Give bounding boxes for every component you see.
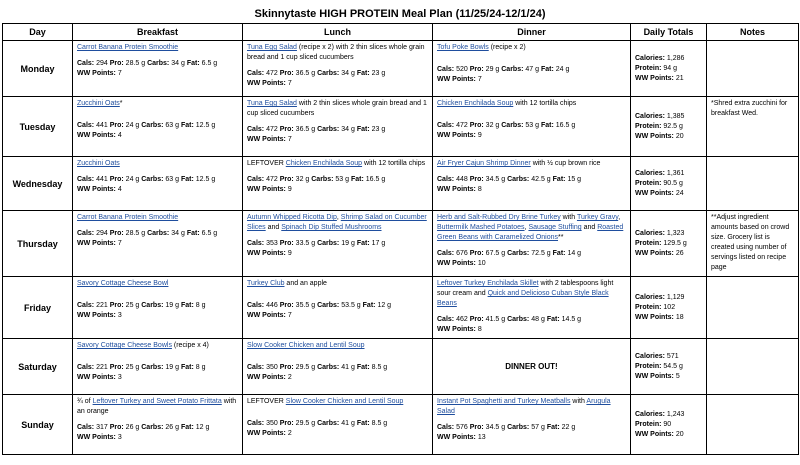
ww-points-line: WW Points: 10 <box>437 260 486 267</box>
macros-line: Cals: 472 Pro: 32 g Carbs: 53 g Fat: 16.5 g <box>247 176 386 183</box>
macros-line: Cals: 221 Pro: 25 g Carbs: 19 g Fat: 8 g <box>77 364 206 371</box>
header-notes: Notes <box>707 24 799 41</box>
notes-cell <box>707 395 799 455</box>
ww-points-line: WW Points: 7 <box>247 80 292 87</box>
macros-line: Cals: 446 Pro: 35.5 g Carbs: 53.5 g Fat: 12 g <box>247 302 392 309</box>
notes-cell: *Shred extra zucchini for breakfast Wed. <box>707 97 799 157</box>
macros-line: Cals: 221 Pro: 25 g Carbs: 19 g Fat: 8 g <box>77 302 206 309</box>
dinner-out-cell: DINNER OUT! <box>433 339 631 395</box>
macros-line: Cals: 353 Pro: 33.5 g Carbs: 19 g Fat: 17 g <box>247 240 386 247</box>
recipe-link[interactable]: Turkey Gravy <box>576 214 619 221</box>
header-dinner: Dinner <box>433 24 631 41</box>
notes-cell <box>707 41 799 97</box>
lunch-cell: Autumn Whipped Ricotta Dip, Shrimp Salad on Cucumber Slices and Spinach Dip Stuffed Mushrooms Cals: 353 Pro: 33.5 g Carbs: 19 g Fat: 17 g WW Points: 9 <box>243 211 433 277</box>
recipe-link[interactable]: Herb and Salt-Rubbed Dry Brine Turkey <box>437 214 561 221</box>
daily-totals-cell: Calories: 1,129 Protein: 102 WW Points: 18 <box>631 277 707 339</box>
meal-plan-table <box>2 23 799 455</box>
recipe-link[interactable]: Air Fryer Cajun Shrimp Dinner <box>437 160 531 167</box>
lunch-cell: LEFTOVER Chicken Enchilada Soup with 12 tortilla chips Cals: 472 Pro: 32 g Carbs: 53 g Fat: 16.5 g WW Points: 9 <box>243 157 433 211</box>
table-row <box>3 97 799 157</box>
recipe-link[interactable]: Savory Cottage Cheese Bowl <box>77 280 169 287</box>
lunch-cell: Turkey Club and an apple Cals: 446 Pro: 35.5 g Carbs: 53.5 g Fat: 12 g WW Points: 7 <box>243 277 433 339</box>
daily-totals-cell: Calories: 1,243 Protein: 90 WW Points: 20 <box>631 395 707 455</box>
ww-points-line: WW Points: 4 <box>77 186 122 193</box>
recipe-link[interactable]: Tofu Poke Bowls <box>437 44 489 51</box>
header-breakfast: Breakfast <box>73 24 243 41</box>
table-row <box>3 41 799 97</box>
recipe-link[interactable]: Tuna Egg Salad <box>247 100 297 107</box>
day-label: Tuesday <box>3 97 73 157</box>
macros-line: Cals: 472 Pro: 32 g Carbs: 53 g Fat: 16.5 g <box>437 122 576 129</box>
recipe-link[interactable]: Turkey Club <box>247 280 285 287</box>
dinner-cell: Leftover Turkey Enchilada Skillet with 2 tablespoons light sour cream and Quick and Delicioso Cuban Style Black Beans Cals: 462 Pro: 41.5 g Carbs: 48 g Fat: 14.5 g WW Points: 8 <box>433 277 631 339</box>
ww-points-line: WW Points: 3 <box>77 312 122 319</box>
page-title: Skinnytaste HIGH PROTEIN Meal Plan (11/25/24-12/1/24) <box>254 8 546 20</box>
dinner-cell: Tofu Poke Bowls (recipe x 2) Cals: 520 Pro: 29 g Carbs: 47 g Fat: 24 g WW Points: 7 <box>433 41 631 97</box>
macros-line: Cals: 576 Pro: 34.5 g Carbs: 57 g Fat: 22 g <box>437 424 576 431</box>
macros-line: Cals: 294 Pro: 28.5 g Carbs: 34 g Fat: 6.5 g <box>77 60 218 67</box>
ww-points-line: WW Points: 4 <box>77 132 122 139</box>
recipe-link[interactable]: Roasted Green Beans with Caramelized Onions <box>437 224 624 241</box>
table-row <box>3 157 799 211</box>
recipe-link[interactable]: Quick and Delicioso Cuban Style Black Beans <box>437 290 609 307</box>
macros-line: Cals: 472 Pro: 36.5 g Carbs: 34 g Fat: 23 g <box>247 70 386 77</box>
recipe-link[interactable]: Chicken Enchilada Soup <box>437 100 514 107</box>
ww-points-line: WW Points: 9 <box>247 186 292 193</box>
lunch-cell: Tuna Egg Salad with 2 thin slices whole grain bread and 1 cup sliced cucumbers Cals: 472 Pro: 36.5 g Carbs: 34 g Fat: 23 g WW Points: 7 <box>243 97 433 157</box>
breakfast-cell <box>73 211 243 277</box>
recipe-link[interactable]: Carrot Banana Protein Smoothie <box>77 44 179 51</box>
header-day: Day <box>3 24 73 41</box>
breakfast-cell: Savory Cottage Cheese Bowls (recipe x 4) Cals: 221 Pro: 25 g Carbs: 19 g Fat: 8 g WW Points: 3 <box>73 339 243 395</box>
lunch-cell: LEFTOVER Slow Cooker Chicken and Lentil Soup Cals: 350 Pro: 29.5 g Carbs: 41 g Fat: 8.5 g WW Points: 2 <box>243 395 433 455</box>
table-row <box>3 395 799 455</box>
day-label: Sunday <box>3 395 73 455</box>
recipe-link[interactable]: Spinach Dip Stuffed Mushrooms <box>281 224 382 231</box>
day-label: Saturday <box>3 339 73 395</box>
daily-totals-cell: Calories: 1,385 Protein: 92.5 g WW Points: 20 <box>631 97 707 157</box>
recipe-link[interactable]: Chicken Enchilada Soup <box>285 160 363 167</box>
recipe-link[interactable]: Arugula Salad <box>437 398 611 415</box>
ww-points-line: WW Points: 7 <box>247 136 292 143</box>
breakfast-cell <box>73 157 243 211</box>
breakfast-cell <box>73 41 243 97</box>
macros-line: Cals: 462 Pro: 41.5 g Carbs: 48 g Fat: 14.5 g <box>437 316 582 323</box>
recipe-link[interactable]: Slow Cooker Chicken and Lentil Soup <box>285 398 404 405</box>
ww-points-line: WW Points: 2 <box>247 430 292 437</box>
ww-points-line: WW Points: 2 <box>247 374 292 381</box>
ww-points-line: WW Points: 9 <box>437 132 482 139</box>
macros-line: Cals: 676 Pro: 67.5 g Carbs: 72.5 g Fat: 14 g <box>437 250 582 257</box>
table-row <box>3 211 799 277</box>
recipe-link[interactable]: Slow Cooker Chicken and Lentil Soup <box>247 342 365 349</box>
recipe-link[interactable]: Shrimp Salad on Cucumber Slices <box>247 214 427 231</box>
macros-line: Cals: 350 Pro: 29.5 g Carbs: 41 g Fat: 8.5 g <box>247 364 388 371</box>
macros-line: Cals: 317 Pro: 26 g Carbs: 26 g Fat: 12 g <box>77 424 210 431</box>
recipe-link[interactable]: Sausage Stuffing <box>528 224 582 231</box>
recipe-link[interactable]: Buttermilk Mashed Potatoes <box>437 224 525 231</box>
dinner-cell: Air Fryer Cajun Shrimp Dinner with ½ cup brown rice Cals: 448 Pro: 34.5 g Carbs: 42.5 g Fat: 15 g WW Points: 8 <box>433 157 631 211</box>
ww-points-line: WW Points: 8 <box>437 186 482 193</box>
ww-points-line: WW Points: 8 <box>437 326 482 333</box>
breakfast-cell: Zucchini Oats* Cals: 441 Pro: 24 g Carbs: 63 g Fat: 12.5 g WW Points: 4 <box>73 97 243 157</box>
recipe-link[interactable]: Leftover Turkey and Sweet Potato Frittata <box>92 398 222 405</box>
table-row <box>3 277 799 339</box>
dinner-cell: Instant Pot Spaghetti and Turkey Meatballs with Arugula Salad Cals: 576 Pro: 34.5 g Carbs: 57 g Fat: 22 g WW Points: 13 <box>433 395 631 455</box>
macros-line: Cals: 520 Pro: 29 g Carbs: 47 g Fat: 24 g <box>437 66 570 73</box>
recipe-link[interactable]: Leftover Turkey Enchilada Skillet <box>437 280 539 287</box>
daily-totals-cell: Calories: 1,361 Protein: 90.5 g WW Points: 24 <box>631 157 707 211</box>
notes-cell <box>707 277 799 339</box>
recipe-link[interactable]: Autumn Whipped Ricotta Dip <box>247 214 337 221</box>
ww-points-line: WW Points: 7 <box>77 240 122 247</box>
notes-cell: **Adjust ingredient amounts based on crowd size. Grocery list is created using number of servings listed on recipe page <box>707 211 799 277</box>
recipe-link[interactable]: Carrot Banana Protein Smoothie <box>77 214 179 221</box>
day-label: Monday <box>3 41 73 97</box>
daily-totals-cell: Calories: 1,323 Protein: 129.5 g WW Points: 26 <box>631 211 707 277</box>
lunch-cell: Tuna Egg Salad (recipe x 2) with 2 thin slices whole grain bread and 1 cup sliced cucumbers Cals: 472 Pro: 36.5 g Carbs: 34 g Fat: 23 g WW Points: 7 <box>243 41 433 97</box>
ww-points-line: WW Points: 13 <box>437 434 486 441</box>
recipe-link[interactable]: Tuna Egg Salad <box>247 44 297 51</box>
dinner-cell: Chicken Enchilada Soup with 12 tortilla chips Cals: 472 Pro: 32 g Carbs: 53 g Fat: 16.5 g WW Points: 9 <box>433 97 631 157</box>
macros-line: Cals: 441 Pro: 24 g Carbs: 63 g Fat: 12.5 g <box>77 122 216 129</box>
ww-points-line: WW Points: 3 <box>77 434 122 441</box>
header-daily-totals: Daily Totals <box>631 24 707 41</box>
daily-totals-cell: Calories: 1,286 Protein: 94 g WW Points: 21 <box>631 41 707 97</box>
daily-totals-cell: Calories: 571 Protein: 54.5 g WW Points: 5 <box>631 339 707 395</box>
recipe-link[interactable]: Zucchini Oats <box>77 160 120 167</box>
notes-cell <box>707 339 799 395</box>
breakfast-cell: ¾ of Leftover Turkey and Sweet Potato Frittata with an orange Cals: 317 Pro: 26 g Carbs: 26 g Fat: 12 g WW Points: 3 <box>73 395 243 455</box>
breakfast-cell <box>73 277 243 339</box>
ww-points-line: WW Points: 7 <box>247 312 292 319</box>
header-lunch: Lunch <box>243 24 433 41</box>
macros-line: Cals: 350 Pro: 29.5 g Carbs: 41 g Fat: 8.5 g <box>247 420 388 427</box>
macros-line: Cals: 294 Pro: 28.5 g Carbs: 34 g Fat: 6.5 g <box>77 230 218 237</box>
notes-cell <box>707 157 799 211</box>
ww-points-line: WW Points: 9 <box>247 250 292 257</box>
ww-points-line: WW Points: 7 <box>77 70 122 77</box>
ww-points-line: WW Points: 3 <box>77 374 122 381</box>
ww-points-line: WW Points: 7 <box>437 76 482 83</box>
recipe-link[interactable]: Instant Pot Spaghetti and Turkey Meatballs <box>437 398 571 405</box>
macros-line: Cals: 448 Pro: 34.5 g Carbs: 42.5 g Fat: 15 g <box>437 176 582 183</box>
dinner-cell: Herb and Salt-Rubbed Dry Brine Turkey with Turkey Gravy, Buttermilk Mashed Potatoes, Sausage Stuffing and Roasted Green Beans with Caramelized Onions** Cals: 676 Pro: 67.5 g Carbs: 72.5 g Fat: 14 g WW Points: 10 <box>433 211 631 277</box>
recipe-link[interactable]: Savory Cottage Cheese Bowls <box>77 342 172 349</box>
table-row <box>3 339 799 395</box>
day-label: Friday <box>3 277 73 339</box>
macros-line: Cals: 441 Pro: 24 g Carbs: 63 g Fat: 12.5 g <box>77 176 216 183</box>
recipe-link[interactable]: Zucchini Oats <box>77 100 120 107</box>
macros-line: Cals: 472 Pro: 36.5 g Carbs: 34 g Fat: 23 g <box>247 126 386 133</box>
day-label: Wednesday <box>3 157 73 211</box>
lunch-cell <box>243 339 433 395</box>
day-label: Thursday <box>3 211 73 277</box>
